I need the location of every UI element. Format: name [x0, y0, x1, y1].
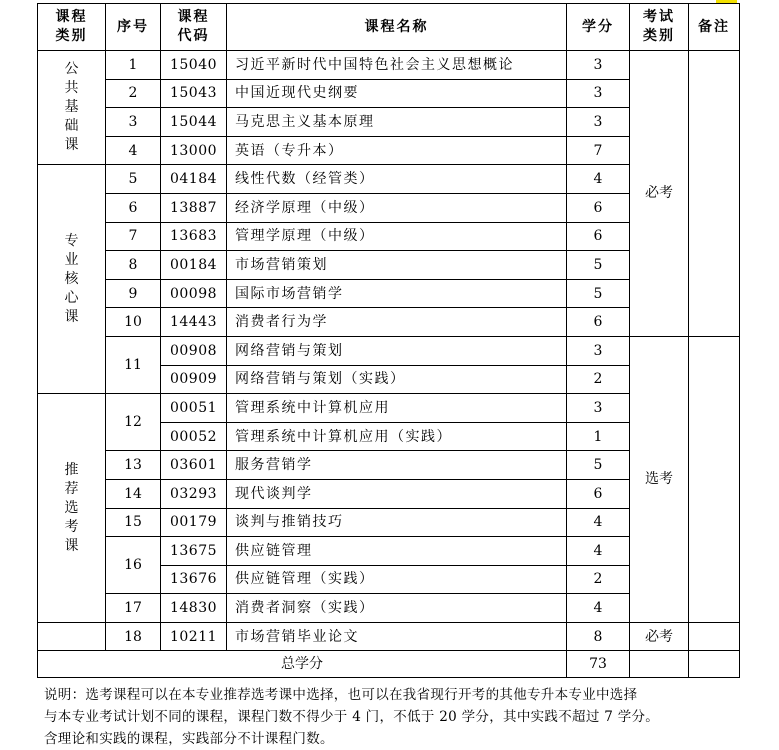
row-name: 管理学原理（中级） — [227, 222, 567, 251]
total-value: 73 — [567, 651, 630, 678]
row-no: 9 — [106, 279, 161, 308]
row-credit: 4 — [567, 165, 630, 194]
total-label: 总学分 — [38, 651, 567, 678]
row-no: 2 — [106, 79, 161, 108]
row-name: 中国近现代史纲要 — [227, 79, 567, 108]
remark-cell — [689, 336, 740, 622]
row-no: 17 — [106, 594, 161, 623]
row-credit: 3 — [567, 108, 630, 137]
row-credit: 4 — [567, 508, 630, 537]
table-row — [38, 622, 740, 651]
row-name: 习近平新时代中国特色社会主义思想概论 — [227, 51, 567, 80]
row-code: 00051 — [161, 394, 227, 423]
note-line: 与本专业考试计划不同的课程，课程门数不得少于 4 门，不低于 20 学分，其中实践不超过 7 学分。 — [44, 709, 660, 725]
row-credit: 4 — [567, 594, 630, 623]
row-credit: 5 — [567, 451, 630, 480]
remark-cell — [689, 51, 740, 337]
row-credit: 2 — [567, 565, 630, 594]
note-line: 含理论和实践的课程，实践部分不计课程门数。 — [44, 731, 334, 747]
row-credit: 8 — [567, 622, 630, 651]
row-no: 3 — [106, 108, 161, 137]
row-credit: 3 — [567, 336, 630, 365]
row-credit: 5 — [567, 251, 630, 280]
header-remark: 备注 — [689, 4, 740, 51]
row-credit: 1 — [567, 422, 630, 451]
row-code: 15043 — [161, 79, 227, 108]
header-code: 课程代码 — [161, 4, 227, 51]
row-name: 供应链管理 — [227, 537, 567, 566]
row-credit: 6 — [567, 193, 630, 222]
row-credit: 6 — [567, 222, 630, 251]
header-credit: 学分 — [567, 4, 630, 51]
header-category: 课程类别 — [38, 4, 106, 51]
row-code: 15044 — [161, 108, 227, 137]
note-line: 说明：选考课程可以在本专业推荐选考课中选择，也可以在我省现行开考的其他专升本专业中选择 — [44, 687, 638, 703]
row-no: 4 — [106, 136, 161, 165]
exam-required-last: 必考 — [630, 622, 689, 651]
row-code: 00908 — [161, 336, 227, 365]
row-code: 00184 — [161, 251, 227, 280]
row-no: 18 — [106, 622, 161, 651]
header-row — [38, 4, 740, 51]
row-code: 13683 — [161, 222, 227, 251]
row-name: 线性代数（经管类） — [227, 165, 567, 194]
row-no: 7 — [106, 222, 161, 251]
row-name: 市场营销策划 — [227, 251, 567, 280]
row-name: 消费者洞察（实践） — [227, 594, 567, 623]
row-no: 13 — [106, 451, 161, 480]
row-name: 网络营销与策划 — [227, 336, 567, 365]
row-name: 英语（专升本） — [227, 136, 567, 165]
row-no: 16 — [106, 537, 161, 594]
row-no: 14 — [106, 479, 161, 508]
total-remark-empty — [689, 651, 740, 678]
row-code: 13000 — [161, 136, 227, 165]
exam-elective: 选考 — [630, 336, 689, 622]
row-no: 5 — [106, 165, 161, 194]
row-code: 00052 — [161, 422, 227, 451]
header-no: 序号 — [106, 4, 161, 51]
exam-required: 必考 — [630, 51, 689, 337]
row-code: 00179 — [161, 508, 227, 537]
group-empty — [38, 622, 106, 651]
row-code: 13887 — [161, 193, 227, 222]
row-code: 13675 — [161, 537, 227, 566]
row-code: 15040 — [161, 51, 227, 80]
row-name: 供应链管理（实践） — [227, 565, 567, 594]
table-row — [38, 51, 740, 80]
row-credit: 3 — [567, 79, 630, 108]
note-paragraph — [44, 684, 744, 750]
row-name: 服务营销学 — [227, 451, 567, 480]
row-code: 14830 — [161, 594, 227, 623]
row-no: 6 — [106, 193, 161, 222]
row-name: 市场营销毕业论文 — [227, 622, 567, 651]
course-table — [37, 3, 740, 678]
row-no: 8 — [106, 251, 161, 280]
row-name: 网络营销与策划（实践） — [227, 365, 567, 394]
group-core: 专业核心课 — [38, 165, 106, 394]
row-name: 现代谈判学 — [227, 479, 567, 508]
table-row — [38, 336, 740, 365]
row-credit: 6 — [567, 308, 630, 337]
row-name: 马克思主义基本原理 — [227, 108, 567, 137]
row-name: 管理系统中计算机应用 — [227, 394, 567, 423]
row-code: 04184 — [161, 165, 227, 194]
row-code: 14443 — [161, 308, 227, 337]
row-credit: 6 — [567, 479, 630, 508]
group-public: 公共基础课 — [38, 51, 106, 165]
row-no: 10 — [106, 308, 161, 337]
header-exam-type: 考试类别 — [630, 4, 689, 51]
row-name: 消费者行为学 — [227, 308, 567, 337]
row-name: 谈判与推销技巧 — [227, 508, 567, 537]
total-row — [38, 651, 740, 678]
row-credit: 3 — [567, 394, 630, 423]
header-name: 课程名称 — [227, 4, 567, 51]
row-no: 12 — [106, 394, 161, 451]
remark-cell — [689, 622, 740, 651]
row-code: 03601 — [161, 451, 227, 480]
row-credit: 4 — [567, 537, 630, 566]
row-credit: 2 — [567, 365, 630, 394]
row-no: 15 — [106, 508, 161, 537]
row-no: 1 — [106, 51, 161, 80]
row-code: 13676 — [161, 565, 227, 594]
row-credit: 5 — [567, 279, 630, 308]
row-name: 经济学原理（中级） — [227, 193, 567, 222]
row-code: 03293 — [161, 479, 227, 508]
row-code: 10211 — [161, 622, 227, 651]
row-credit: 3 — [567, 51, 630, 80]
row-code: 00909 — [161, 365, 227, 394]
row-code: 00098 — [161, 279, 227, 308]
row-name: 国际市场营销学 — [227, 279, 567, 308]
row-name: 管理系统中计算机应用（实践） — [227, 422, 567, 451]
row-credit: 7 — [567, 136, 630, 165]
row-no: 11 — [106, 336, 161, 393]
group-elective: 推荐选考课 — [38, 394, 106, 623]
total-exam-empty — [630, 651, 689, 678]
